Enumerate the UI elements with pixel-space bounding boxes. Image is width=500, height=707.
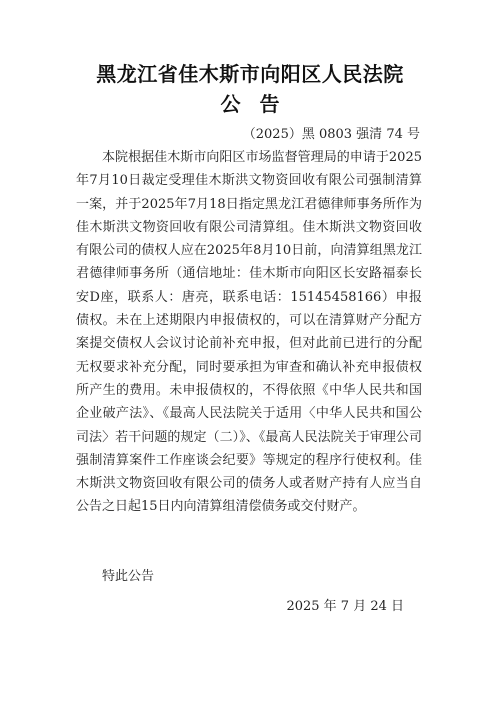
notice-body xyxy=(76,146,422,519)
closing-statement: 特此公告 xyxy=(102,569,155,584)
court-name: 黑龙江省佳木斯市向阳区人民法院 xyxy=(96,62,404,86)
document-title xyxy=(0,88,500,117)
title-char-gong: 公 xyxy=(220,92,241,116)
notice-paragraph: 本院根据佳木斯市向阳区市场监督管理局的申请于2025年7月10日裁定受理佳木斯洪文物资回收有限公司强制清算一案，并于2025年7月18日指定黑龙江君德律师事务所作为佳木斯洪文物资回收有限公司清算组。佳木斯洪文物资回收有限公司的债权人应在2025年8月10日前，向清算组黑龙江君德律师事务所（通信地址：佳木斯市向阳区长安路福泰长安D座，联系人：唐亮，联系电话：15145458166）申报债权。未在上述期限内申报债权的，可以在清算财产分配方案提交债权人会议讨论前补充申报，但对此前已进行的分配无权要求补充分配，同时要承担为审查和确认补充申报债权所产生的费用。未申报债权的，不得依照《中华人民共和国企业破产法》、《最高人民法院关于适用〈中华人民共和国公司法〉若干问题的规定（二）》、《最高人民法院关于审理公司强制清算案件工作座谈会纪要》等规定的程序行使权利。佳木斯洪文物资回收有限公司的债务人或者财产持有人应当自公告之日起15日内向清算组清偿债务或交付财产。 xyxy=(76,150,422,515)
case-number: （2025）黑 0803 强清 74 号 xyxy=(242,127,420,142)
notice-date: 2025 年 7 月 24 日 xyxy=(286,599,404,614)
title-char-gao: 告 xyxy=(259,92,280,116)
